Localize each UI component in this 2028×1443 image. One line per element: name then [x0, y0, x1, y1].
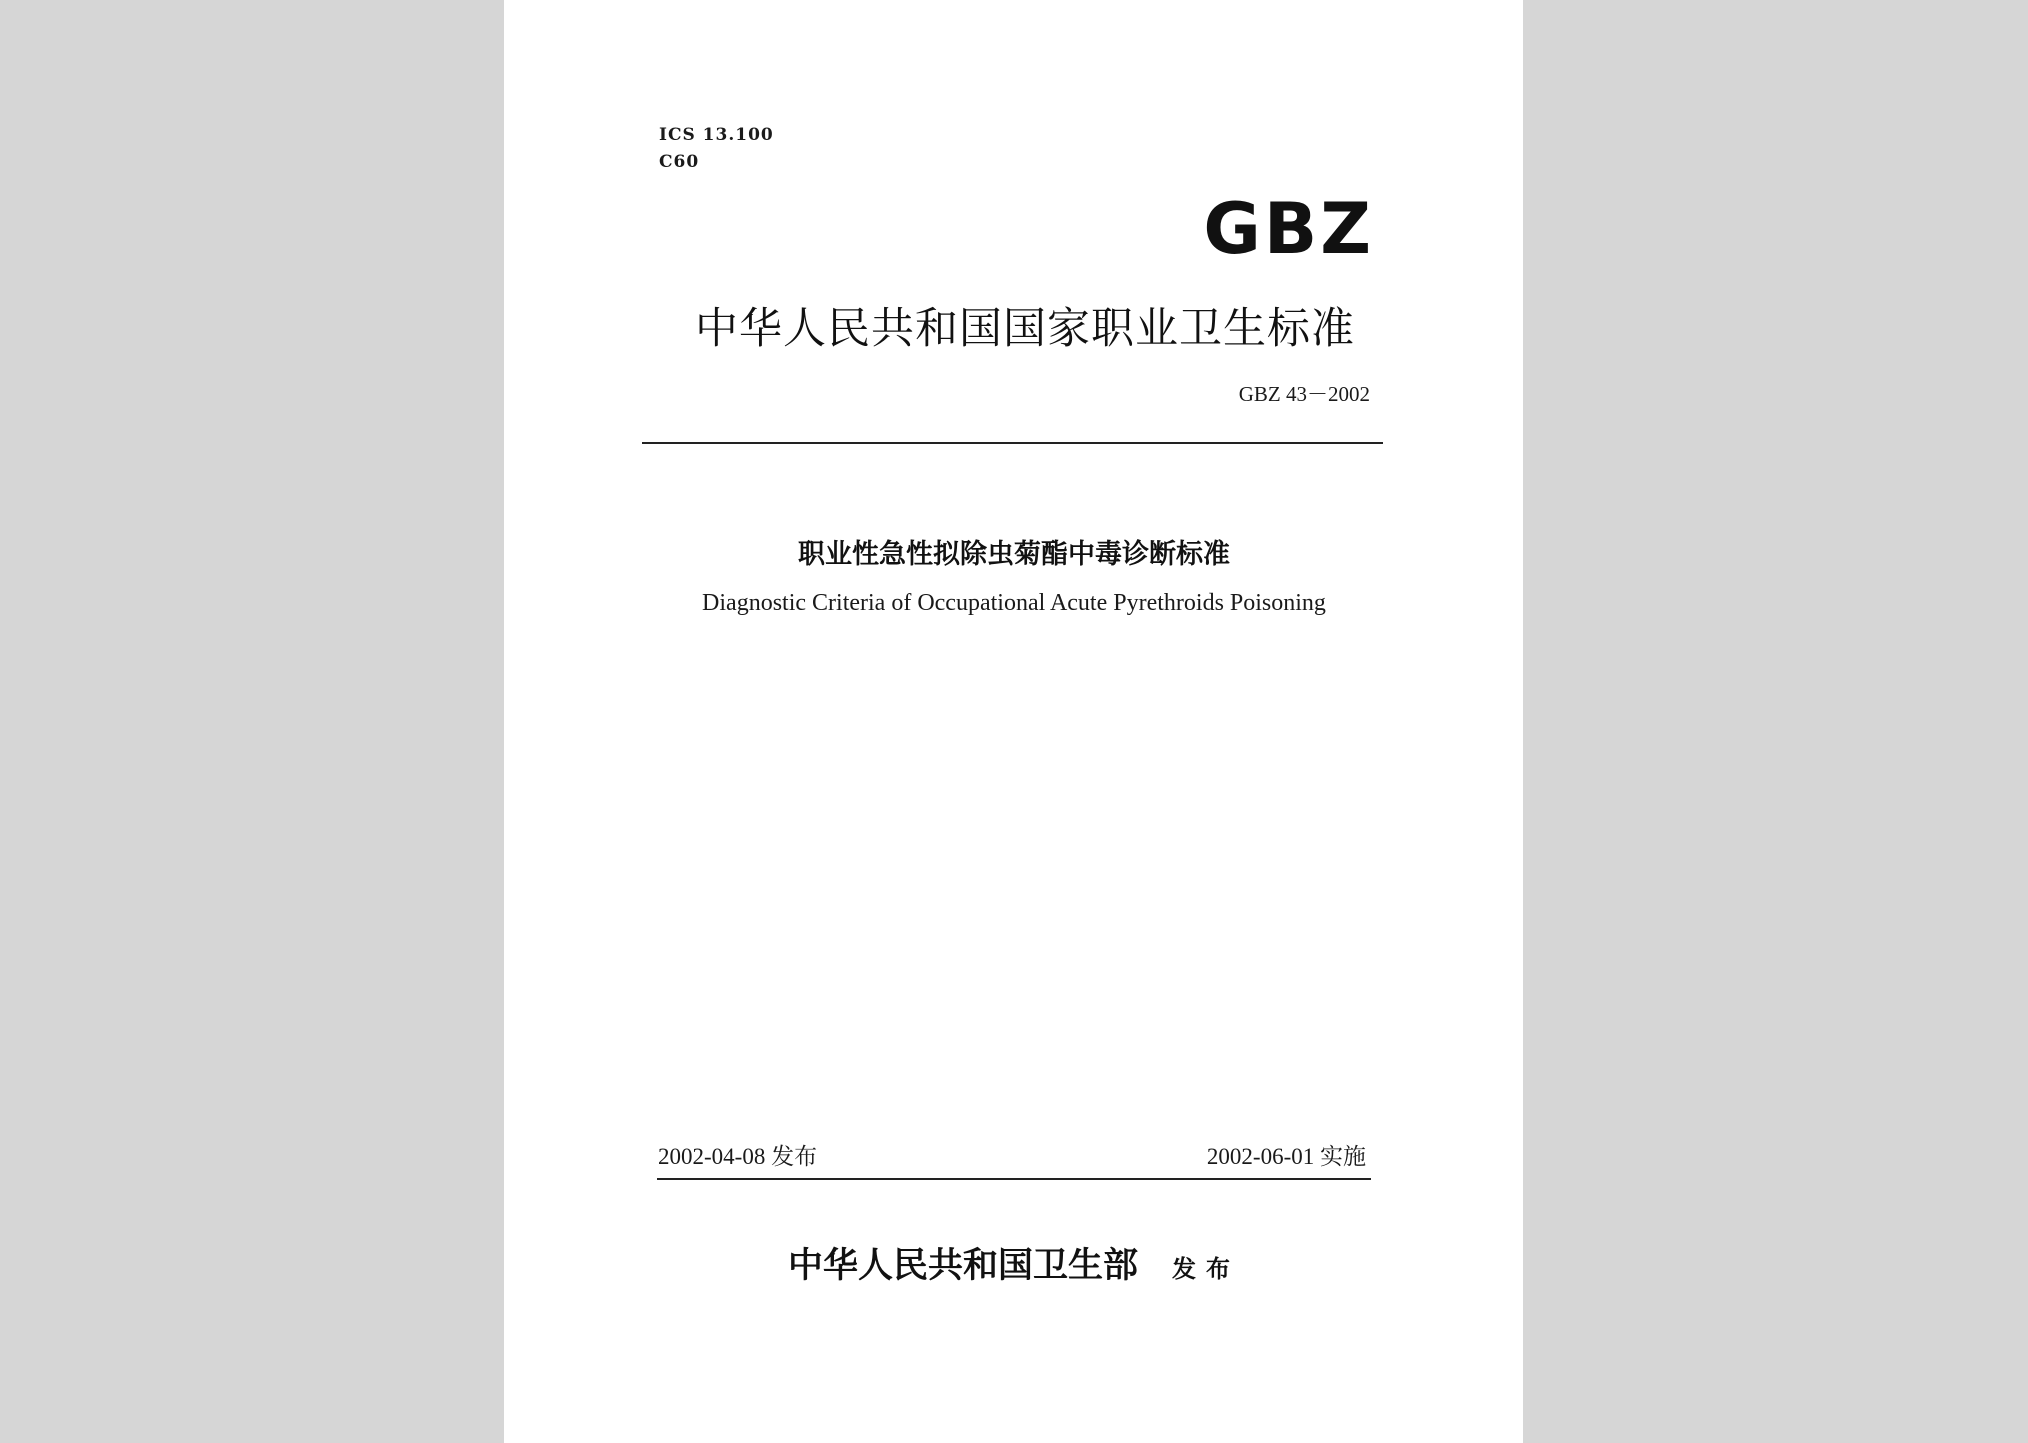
standard-number: GBZ 43－2002: [1238, 382, 1370, 406]
ccs-code: C60: [659, 152, 700, 172]
document-title-chinese: 职业性急性拟除虫菊酯中毒诊断标准: [798, 539, 1230, 570]
top-divider: [642, 442, 1383, 444]
classification-codes: [659, 122, 774, 176]
bottom-divider: [657, 1178, 1371, 1180]
document-title-english: Diagnostic Criteria of Occupational Acute Pyrethroids Poisoning: [702, 590, 1326, 616]
ics-code: ICS 13.100: [659, 125, 774, 145]
publisher-action: 发布: [1172, 1255, 1240, 1283]
gbz-logo: GBZ: [1203, 188, 1374, 270]
publisher-name: 中华人民共和国卫生部: [787, 1246, 1138, 1286]
national-standard-title: 中华人民共和国国家职业卫生标准: [695, 304, 1355, 354]
publisher-line: [604, 1238, 1424, 1288]
document-page: [504, 0, 1523, 1443]
implementation-date: 2002-06-01 实施: [1206, 1144, 1366, 1169]
issue-date: 2002-04-08 发布: [658, 1144, 818, 1169]
